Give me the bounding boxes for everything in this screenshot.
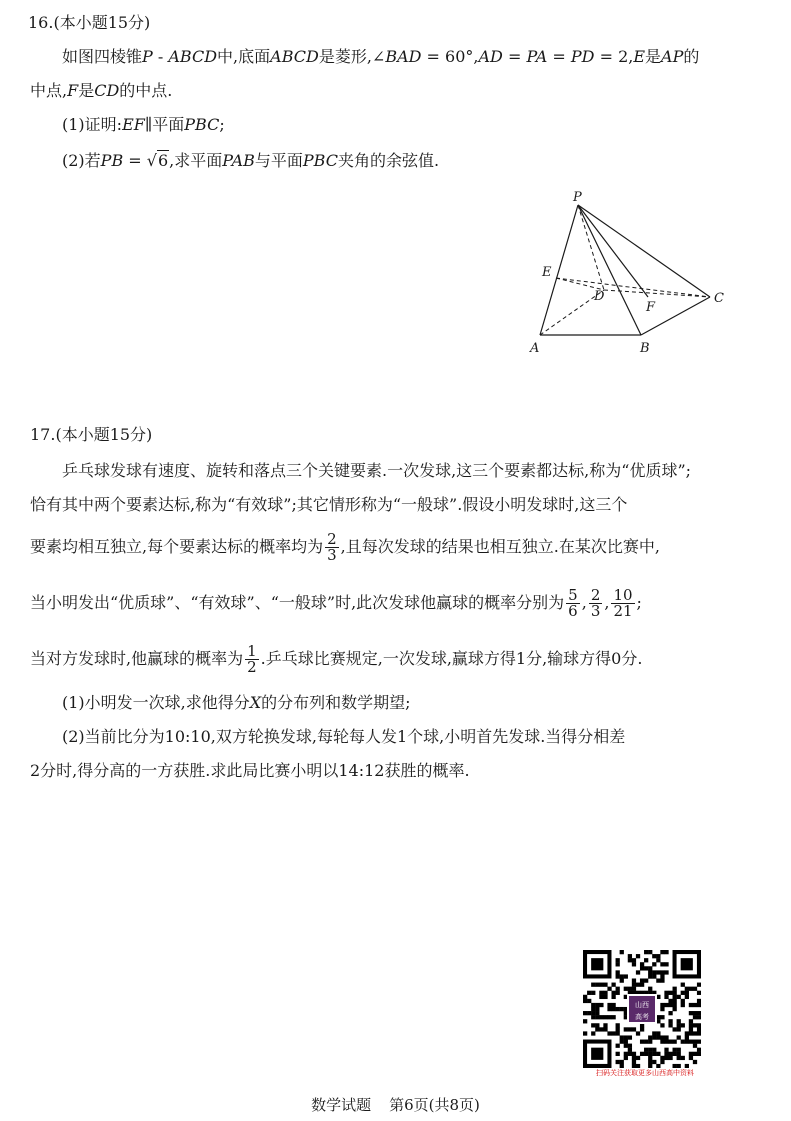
footer-page-number: 第6页(共8页) (389, 1096, 480, 1114)
label-E: E (542, 265, 552, 280)
q17-part2-line1: (2)当前比分为10:10,双方轮换发球,每轮每人发1个球,小明首先发球.当得分相差 (62, 727, 626, 746)
qr-caption: 扫码关注获取更多山西高中资料 (596, 1069, 694, 1077)
label-F: F (646, 300, 656, 315)
fraction-2-3-b: $\frac{2}{3}$ (590, 586, 601, 620)
label-B: B (640, 341, 650, 356)
fraction-5-6: $\frac{5}{6}$ (568, 586, 578, 620)
q17-part2-line2: 2分时,得分高的一方获胜.求此局比赛小明以14:12获胜的概率. (30, 761, 470, 780)
q16-heading: 16.(本小题15分) (28, 13, 151, 32)
q17-line5: 当对方发球时,他赢球的概率为 $\frac{1}{2}$ .乒乓球比赛规定,一次发球,赢球方得1分,输球方得0分. (30, 642, 643, 676)
q17-line3: 要素均相互独立,每个要素达标的概率均为 $\frac{2}{3}$ ,且每次发球的结果也相互独立.在某次比赛中, (30, 530, 660, 564)
q17-line2: 恰有其中两个要素达标,称为“有效球”;其它情形称为“一般球”.假设小明发球时,这三个 (30, 495, 628, 514)
fraction-2-3: $\frac{2}{3}$ (327, 530, 337, 564)
q16-stem-line1: 如图四棱锥P - ABCD中,底面ABCD是菱形,∠BAD = 60°,AD = PA = PD = 2,E是AP的 (62, 47, 700, 66)
q16-part1: (1)证明:EF∥平面PBC; (62, 115, 225, 134)
q17-heading: 17.(本小题15分) (30, 425, 153, 444)
q16-part2: (2)若PB = √6,求平面PAB与平面PBC夹角的余弦值. (62, 151, 440, 170)
q17-line1: 乒乓球发球有速度、旋转和落点三个关键要素.一次发球,这三个要素都达标,称为“优质球”; (62, 461, 692, 480)
pyramid-figure (0, 0, 791, 400)
segment-PF (578, 205, 648, 297)
edge-PD-hidden (578, 205, 604, 290)
label-P: P (573, 190, 582, 205)
q16-stem-line2: 中点,F是CD的中点. (30, 81, 173, 100)
edge-DC-hidden (604, 290, 710, 297)
q17-line4: 当小明发出“优质球”、“有效球”、“一般球”时,此次发球他赢球的概率分别为 $\frac{5}{6}$ , $\frac{2}{3}$ , $\frac{10}{21}$ ; (30, 586, 642, 620)
qr-logo: 山西 高考 (627, 994, 657, 1024)
qr-code[interactable] (583, 950, 701, 1068)
q17-part1: (1)小明发一次球,求他得分X的分布列和数学期望; (62, 693, 411, 712)
page-footer (0, 1094, 791, 1115)
fraction-10-21: $\frac{10}{21}$ (613, 586, 633, 620)
footer-subject: 数学试题 (311, 1096, 372, 1114)
edge-PB (578, 205, 641, 335)
label-A: A (530, 341, 540, 356)
label-C: C (714, 291, 724, 306)
label-D: D (594, 289, 605, 304)
fraction-1-2: $\frac{1}{2}$ (247, 642, 257, 676)
